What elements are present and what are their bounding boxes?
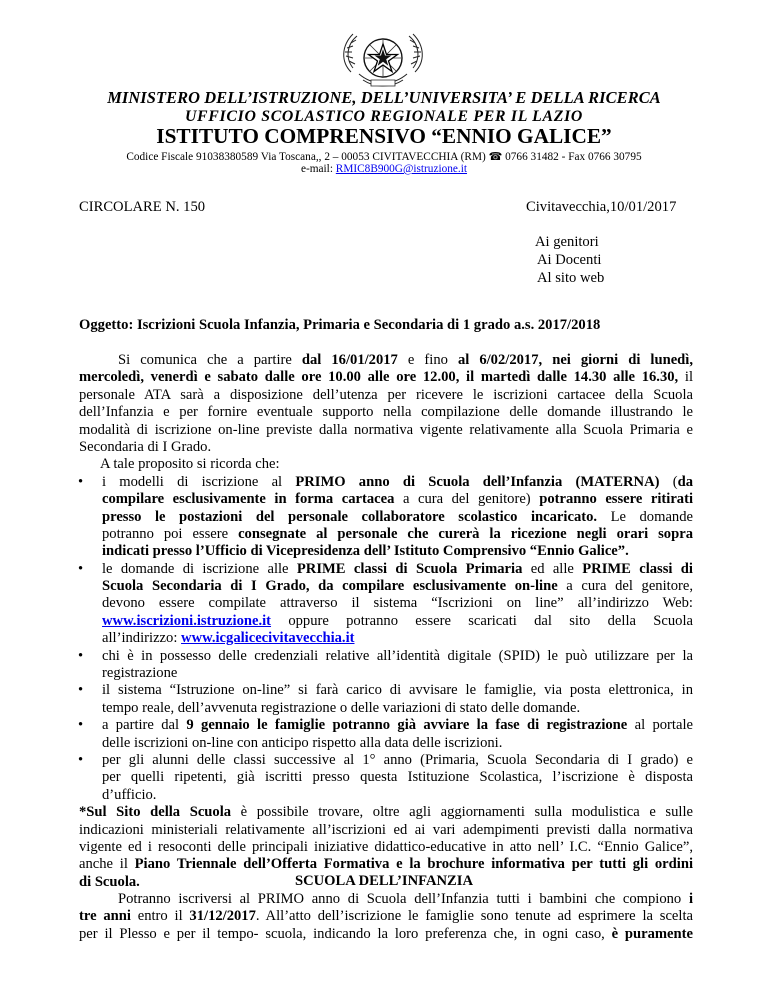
intro-paragraph: Si comunica che a partire dal 16/01/2017 e fino al 6/02/2017, nei giorni di lunedì, <box>118 352 693 368</box>
infanzia-section-title: SCUOLA DELL’INFANZIA <box>294 873 473 889</box>
address-text: Codice Fiscale 91038380589 Via Toscana,, 2 – 00053 CIVITAVECCHIA (RM) <box>126 151 486 163</box>
place-date: Civitavecchia,10/01/2017 <box>526 199 677 215</box>
recipient-website: Al sito web <box>537 270 605 286</box>
email-line <box>0 163 768 175</box>
iscrizioni-link[interactable]: www.iscrizioni.istruzione.it <box>102 612 272 629</box>
email-link[interactable]: RMIC8B900G@istruzione.it <box>335 163 468 175</box>
school-site-link[interactable]: www.icgalicecivitavecchia.it <box>181 630 355 647</box>
bullet-icon: • <box>78 751 84 768</box>
school-name-heading: ISTITUTO COMPRENSIVO “ENNIO GALICE” <box>156 124 612 148</box>
list-item: • i modelli di iscrizione al PRIMO anno di Scuola dell’Infanzia (MATERNA) (da compilare esclusivamente in forma cartacea a cura del genitore) potranno essere ritirati presso le postazioni del personale collaboratore scolastico incaricato. Le domande potranno poi essere consegnate al personale che curerà la ricezione negli orari sopra indicati presso l’Ufficio di Vicepresidenza dell’ Istituto Comprensivo “Ennio Galice”. <box>78 473 694 560</box>
address-line <box>0 150 768 163</box>
phone-icon: ☎ <box>488 150 503 163</box>
bullet-icon: • <box>78 717 84 734</box>
list-item: • per gli alunni delle classi successive al 1° anno (Primaria, Scuola Secondaria di I grado) e per quelli ripetenti, già iscritti presso questa Istituzione Scolastica, l’iscrizione è disposta d’ufficio. <box>78 751 693 803</box>
phone-fax-text: 0766 31482 - Fax 0766 30795 <box>505 151 642 163</box>
circolare-number: CIRCOLARE N. 150 <box>79 199 206 215</box>
infanzia-paragraph: Potranno iscriversi al PRIMO anno di Scuola dell’Infanzia tutti i bambini che compiono i tre anni entro il 31/12/2017. All’atto dell’iscrizione le famiglie sono tenute ad esprimere la scelta per il Plesso e per il tempo- scuola, indicando la loro preferenza che, in ogni caso, è puramente <box>79 891 693 942</box>
recipient-parents: Ai genitori <box>535 234 599 250</box>
regional-office-heading: UFFICIO SCOLASTICO REGIONALE PER IL LAZIO <box>184 108 584 125</box>
website-paragraph: *Sul Sito della Scuola è possibile trovare, oltre agli aggiornamenti sulla modulistica e sulle indicazioni ministeriali relativamente all’iscrizioni ed ai vari adempimenti previsti dalla normativa vigente ed i resoconti delle principali iniziative didattico-educative in atto nell’ I.C. “Ennio Galice”, anche il Piano Triennale dell’Offerta Formativa e la brochure informativa per tutti gli ordini di Scuola. <box>79 804 693 890</box>
bullet-icon: • <box>78 647 84 664</box>
bullet-icon: • <box>78 560 84 577</box>
list-item: • a partire dal 9 gennaio le famiglie potranno già avviare la fase di registrazione al portale delle iscrizioni on-line con anticipo rispetto alla data delle iscrizioni. <box>78 717 693 751</box>
list-item: • le domande di iscrizione alle PRIME classi di Scuola Primaria ed alle PRIME classi di Scuola Secondaria di I Grado, da compilare esclusivamente on-line a cura del genitore, devono essere compilate attraverso il sistema “Iscrizioni on line” all’indirizzo Web: www.iscrizioni.istruzione.it oppure potranno essere scaricati dal sito della Scuola all’indirizzo: www.icgalicecivitavecchia.it <box>78 560 693 647</box>
republic-emblem-icon <box>333 28 433 94</box>
ministry-heading: MINISTERO DELL’ISTRUZIONE, DELL’UNIVERSITA’ E DELLA RICERCA <box>107 88 661 107</box>
list-item: • il sistema “Istruzione on-line” si farà carico di avvisare le famiglie, via posta elettronica, in tempo reale, dell’avvenuta registrazione o delle variazioni di stato delle domande. <box>78 682 693 716</box>
list-item: • chi è in possesso delle credenziali relative all’identità digitale (SPID) le può utilizzare per la registrazione <box>78 647 693 682</box>
email-label: e-mail: <box>300 163 336 175</box>
subject-line: Oggetto: Iscrizioni Scuola Infanzia, Primaria e Secondaria di 1 grado a.s. 2017/2018 <box>79 317 601 333</box>
body-text: Si comunica che a partire dal 16/01/2017 e fino al 6/02/2017, nei giorni di lunedì, mercoledì, venerdì e sabato dalle ore 10.00 alle ore 12.00, il martedì dalle 14.30 alle 16.30, il personale ATA sarà a disposizione dell’utenza per ricevere le iscrizioni cartacee della Scuola dell’Infanzia e per fornire eventuale supporto nella compilazione delle domande illustrando le modalità di iscrizione on-line previste dalla normativa vigente relativamente alla Scuola Primaria e Secondaria di I Grado. A tale proposito si ricorda che: • i modelli di iscrizione al PRIMO anno di Scuola dell’Infanzia (MATERNA) (da compilare esclusivamente in forma cartacea a cura del genitore) potranno essere ritirati presso le postazioni del personale collaboratore scolastico incaricato. Le domande potranno poi essere consegnate al personale che curerà la ricezione negli orari sopra indicati presso l’Ufficio di Vicepresidenza dell’ Istituto Comprensivo “Ennio Galice”. • le domande di iscrizione alle PRIME classi di Scuola Primaria ed alle PRIME classi di Scuola Secondaria di I Grado, da compilare esclusivamente on-line a cura del genitore, devono essere compilate attraverso il sistema “Iscrizioni on line” all’indirizzo Web: www.iscrizioni.istruzione.it oppure potranno essere scaricati dal sito della Scuola all’indirizzo: www.icgalicecivitavecchia.it • chi è in possesso delle credenziali relative all’identità digitale (SPID) le può utilizzare per la registrazione • il sistema “Istruzione on-line” si farà carico di avvisare le famiglie, via posta elettronica, in tempo reale, dell’avvenuta registrazione o delle variazioni di stato delle domande. • a partire dal 9 gennaio le famiglie potranno già avviare la fase di registrazione al portale delle iscrizioni on-line con anticipo rispetto alla data delle iscrizioni. • per gli alunni delle classi successive al 1° anno (Primaria, Scuola Secondaria di I grado) e per quelli ripetenti, già iscritti presso questa Istituzione Scolastica, l’iscrizione è disposta d’ufficio. *Sul Sito della Scuola è possibile trovare, oltre agli aggiornamenti sulla modulistica e sulle indicazioni ministeriali relativamente all’iscrizioni ed ai vari adempimenti previsti dalla normativa vigente ed i resoconti delle principali iniziative didattico-educative in atto nell’ I.C. “Ennio Galice”, anche il Piano Triennale dell’Offerta Formativa e la brochure informativa per tutti gli ordini di Scuola. <box>78 352 694 890</box>
bullet-icon: • <box>78 682 84 699</box>
bullet-icon: • <box>78 473 84 490</box>
recipient-teachers: Ai Docenti <box>537 252 602 268</box>
